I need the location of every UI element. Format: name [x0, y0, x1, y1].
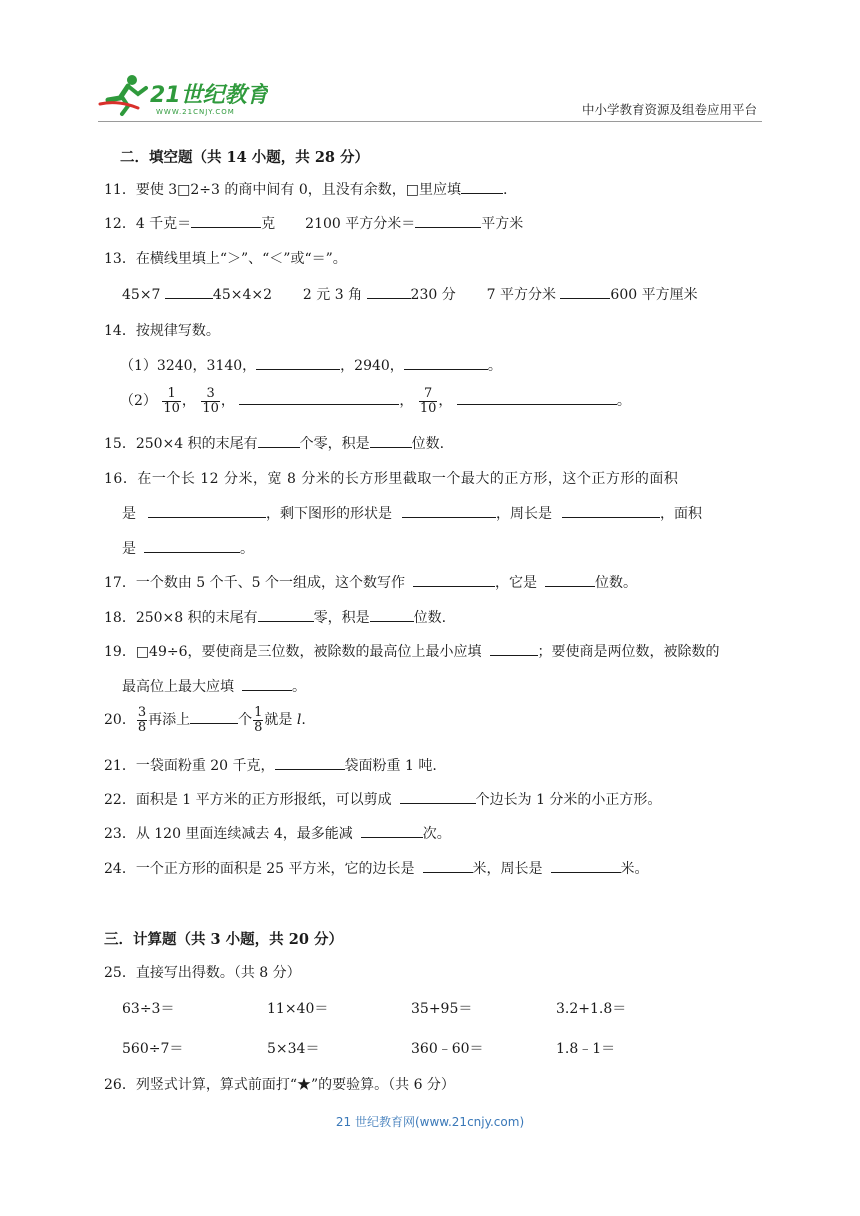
answer-blank[interactable]: [551, 859, 621, 873]
fraction: $\frac{3}{8}$: [137, 705, 147, 735]
question-19-line2: 最高位上最大应填 。: [122, 679, 306, 695]
section-3-title: 三．计算题（共 3 小题，共 20 分）: [104, 931, 343, 948]
answer-blank[interactable]: [242, 677, 292, 691]
calc-item: 560÷7＝: [122, 1041, 184, 1057]
footer-link[interactable]: 21 世纪教育网(www.21cnjy.com): [335, 1115, 525, 1129]
question-14-part1: （1）3240，3140， ，2940， 。: [120, 358, 502, 374]
answer-blank[interactable]: [415, 214, 481, 228]
logo: [98, 70, 268, 118]
answer-blank[interactable]: [545, 573, 595, 587]
fraction: $\frac{1}{10}$: [163, 386, 180, 416]
logo-url: WWW.21CNJY.COM: [156, 108, 235, 116]
answer-blank[interactable]: [370, 608, 414, 622]
answer-blank[interactable]: [190, 710, 238, 724]
answer-blank[interactable]: [165, 285, 213, 299]
calc-item: 3.2+1.8＝: [556, 1001, 627, 1017]
answer-blank[interactable]: [562, 504, 660, 518]
answer-blank[interactable]: [400, 790, 476, 804]
answer-blank[interactable]: [258, 608, 314, 622]
question-25: 25．直接写出得数。（共 8 分）: [104, 965, 301, 981]
question-12: 12．4 千克＝ 克 2100 平方分米＝ 平方米: [104, 216, 524, 232]
answer-blank[interactable]: [275, 756, 345, 770]
answer-blank[interactable]: [258, 434, 300, 448]
question-14: 14．按规律写数。: [104, 323, 220, 339]
header-divider: [98, 121, 762, 122]
calc-item: 63÷3＝: [122, 1001, 175, 1017]
question-16-line2: 是 ，剩下图形的形状是 ，周长是 ，面积: [122, 506, 702, 522]
fraction: $\frac{1}{8}$: [254, 705, 263, 735]
question-19: 19．□49÷6，要使商是三位数，被除数的最高位上最小应填 ；要使商是两位数，被除数的: [104, 644, 720, 660]
fraction: $\frac{7}{10}$: [419, 386, 437, 416]
answer-blank[interactable]: [370, 434, 412, 448]
question-18: 18．250×8 积的末尾有 零，积是 位数.: [104, 610, 447, 626]
question-15: 15．250×4 积的末尾有 个零，积是 位数.: [104, 436, 445, 452]
question-13-items: 45×7 45×4×2 2 元 3 角 230 分 7 平方分米 600 平方厘米: [122, 287, 698, 303]
answer-blank[interactable]: [144, 539, 240, 553]
platform-name: 中小学教育资源及组卷应用平台: [581, 102, 757, 117]
question-24: 24．一个正方形的面积是 25 平方米，它的边长是 米，周长是 米。: [104, 861, 649, 877]
question-23: 23．从 120 里面连续减去 4，最多能减 次。: [104, 826, 451, 842]
question-22: 22．面积是 1 平方米的正方形报纸，可以剪成 个边长为 1 分米的小正方形。: [104, 792, 662, 808]
section-2-title: 二．填空题（共 14 小题，共 28 分）: [120, 149, 370, 166]
answer-blank[interactable]: [361, 824, 423, 838]
answer-blank[interactable]: [256, 356, 340, 370]
question-20: 20． $\frac{3}{8}$ 再添上 个 $\frac{1}{8}$ 就是 l.: [104, 705, 306, 735]
answer-blank[interactable]: [404, 356, 488, 370]
answer-blank[interactable]: [148, 504, 266, 518]
answer-blank[interactable]: [413, 573, 495, 587]
question-17: 17．一个数由 5 个千、5 个一组成，这个数写作 ，它是 位数。: [104, 575, 637, 591]
question-21: 21．一袋面粉重 20 千克， 袋面粉重 1 吨.: [104, 758, 437, 774]
logo-text: 21世纪教育: [150, 83, 268, 108]
answer-blank[interactable]: [367, 285, 411, 299]
answer-blank[interactable]: [461, 180, 503, 194]
question-26: 26．列竖式计算，算式前面打“★”的要验算。（共 6 分）: [104, 1077, 455, 1093]
question-11: 11．要使 3□2÷3 的商中间有 0，且没有余数，□里应填 .: [104, 182, 508, 198]
answer-blank[interactable]: [402, 504, 496, 518]
question-16-line3: 是 。: [122, 541, 254, 557]
calc-item: 5×34＝: [267, 1041, 320, 1057]
fraction: $\frac{3}{10}$: [202, 386, 219, 416]
answer-blank[interactable]: [560, 285, 610, 299]
answer-blank[interactable]: [423, 859, 473, 873]
answer-blank[interactable]: [490, 642, 538, 656]
calc-item: 360﹣60＝: [411, 1041, 484, 1057]
calc-item: 35+95＝: [411, 1001, 473, 1017]
runner-logo-icon: [98, 70, 268, 118]
question-16: 16．在一个长 12 分米，宽 8 分米的长方形里截取一个最大的正方形，这个正方形的面积: [104, 471, 679, 487]
calc-item: 11×40＝: [267, 1001, 329, 1017]
answer-blank[interactable]: [239, 391, 399, 405]
calc-item: 1.8﹣1＝: [556, 1041, 616, 1057]
answer-blank[interactable]: [191, 214, 261, 228]
question-14-part2: （2） $\frac{1}{10}$ ， $\frac{3}{10}$ ， ， $\frac{7}{10}$ ， 。: [120, 386, 631, 416]
answer-blank[interactable]: [457, 391, 617, 405]
question-13: 13．在横线里填上“＞”、“＜”或“＝”。: [104, 251, 347, 267]
